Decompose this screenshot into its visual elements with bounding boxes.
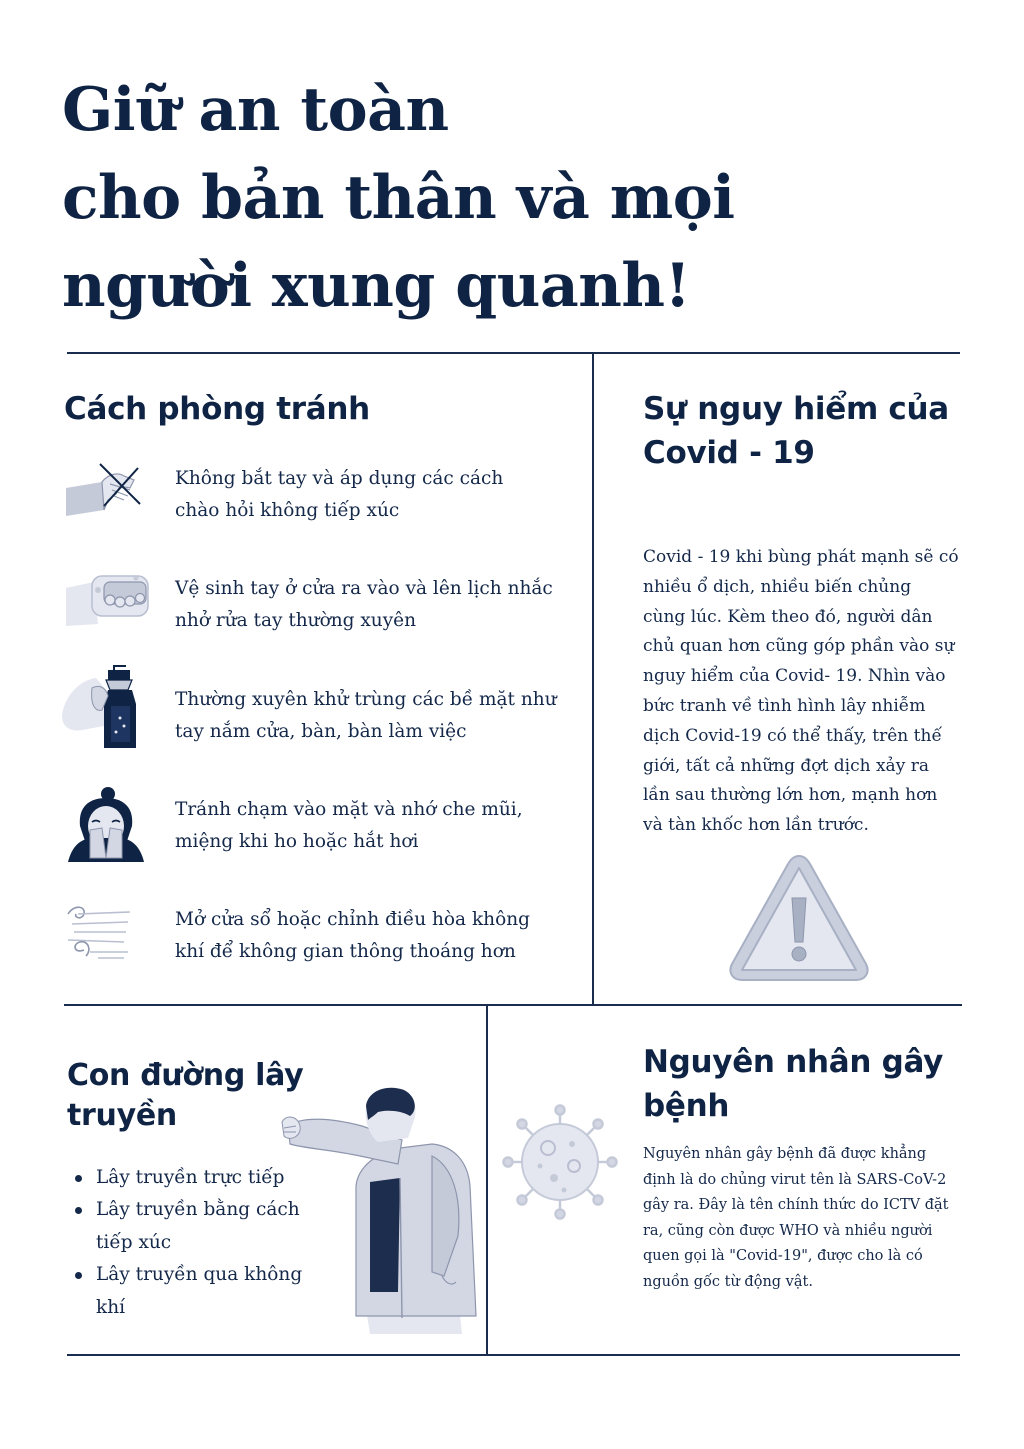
tip-ventilation: Mở cửa sổ hoặc chỉnh điều hòa không khí để không gian thông thoáng hơn	[175, 909, 530, 962]
danger-body: Covid - 19 khi bùng phát mạnh sẽ có nhiều ổ dịch, nhiều biến chủng cùng lúc. Kèm theo đó, người dân chủ quan hơn cũng góp phần vào sự nguy hiểm của Covid- 19. Nhìn vào bức tranh về tình hình lây nhiễm dịch Covid-19 có thể thấy, trên thế giới, tất cả những đợt dịch xảy ra lần sau thường lớn hơn, mạnh hơn và tàn khốc hơn lần trước.	[643, 547, 959, 836]
middle-divider	[64, 1004, 962, 1006]
top-divider	[67, 352, 960, 354]
page-title: Giữ an toàn cho bản thân và mọi người xung quanh!	[62, 75, 735, 321]
tip-hand-washing: Vệ sinh tay ở cửa ra vào và lên lịch nhắc nhở rửa tay thường xuyên	[175, 578, 553, 631]
list-item: Lây truyền trực tiếp	[69, 1162, 329, 1194]
list-item: Lây truyền qua không khí	[69, 1259, 329, 1324]
tip-cover-face: Tránh chạm vào mặt và nhớ che mũi, miệng khi ho hoặc hắt hơi	[175, 799, 523, 852]
disinfectant-spray-icon	[62, 666, 142, 752]
list-item: Lây truyền bằng cách tiếp xúc	[69, 1194, 329, 1259]
danger-heading: Sự nguy hiểm của Covid - 19	[643, 391, 949, 471]
sneezing-person-icon	[282, 1086, 478, 1336]
upper-vertical-divider	[592, 352, 594, 1006]
hand-washing-icon	[64, 566, 156, 630]
tip-disinfection: Thường xuyên khử trùng các bề mặt như tay nắm cửa, bàn, bàn làm việc	[175, 689, 557, 742]
virus-icon	[502, 1104, 618, 1220]
cause-body: Nguyên nhân gây bệnh đã được khẳng định là do chủng virut tên là SARS-CoV-2 gây ra. Đây là tên chính thức do ICTV đặt ra, cũng còn được WHO và nhiều người quen gọi là "Covid-19", được cho là có nguồn gốc từ động vật.	[643, 1146, 949, 1290]
cause-heading: Nguyên nhân gây bệnh	[643, 1044, 944, 1124]
lower-vertical-divider	[486, 1004, 488, 1356]
transmission-heading: Con đường lây truyền	[67, 1058, 304, 1133]
warning-triangle-icon	[728, 852, 870, 984]
bottom-divider	[67, 1354, 960, 1356]
tip-no-handshake: Không bắt tay và áp dụng các cách chào hỏi không tiếp xúc	[175, 468, 504, 521]
airflow-icon	[64, 900, 134, 962]
prevention-heading: Cách phòng tránh	[64, 391, 370, 427]
cover-face-icon	[68, 786, 144, 862]
no-handshake-icon	[64, 460, 144, 522]
